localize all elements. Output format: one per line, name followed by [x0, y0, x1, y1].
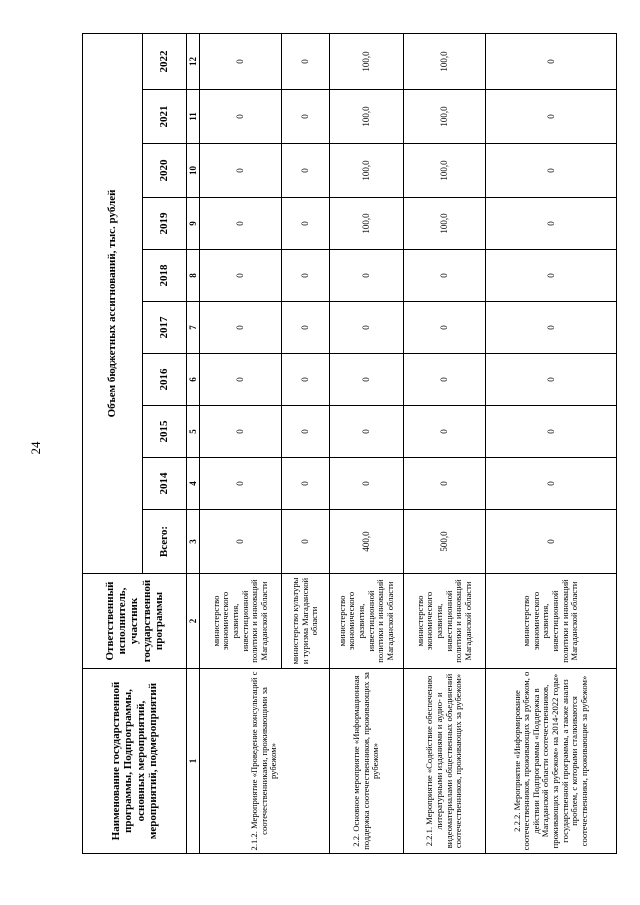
value-cell: 0	[486, 198, 617, 250]
value-cell: 100,0	[330, 198, 404, 250]
table-row	[330, 33, 404, 853]
column-number: 6	[187, 354, 200, 406]
value-cell: 100,0	[404, 90, 486, 144]
value-cell: 0	[486, 33, 617, 89]
value-cell: 0	[486, 406, 617, 458]
header-year: 2017	[143, 302, 187, 354]
value-cell: 0	[404, 458, 486, 510]
value-cell: 100,0	[404, 33, 486, 89]
value-cell: 0	[282, 144, 330, 198]
table-row	[486, 33, 617, 853]
value-cell: 0	[404, 354, 486, 406]
table-row	[200, 33, 282, 853]
value-cell: 0	[486, 510, 617, 574]
value-cell: 500,0	[404, 510, 486, 574]
header-year: 2020	[143, 144, 187, 198]
rotated-table-container	[82, 34, 617, 854]
value-cell: 0	[200, 354, 282, 406]
value-cell: 0	[282, 33, 330, 89]
value-cell: 0	[282, 90, 330, 144]
responsible-org: министерство экономического развития, инвестиционной политики и инноваций Магаданской области	[200, 574, 282, 669]
activity-name: 2.2.2. Мероприятие «Информирование соотечественников, проживающих за рубежом, о действии Подпрограммы «Поддержка в Магаданской области соотечественников, проживающих за рубежом» на 2014-2022 годы» государственной программы, а также анализ проблем, с которыми сталкиваются соотечественники, проживающие за рубежом»	[486, 669, 617, 854]
header-budget: Объем бюджетных ассигнований, тыс. рублей	[83, 33, 143, 573]
value-cell: 100,0	[330, 33, 404, 89]
responsible-org: министерство экономического развития, инвестиционной политики и инноваций Магаданской области	[486, 574, 617, 669]
value-cell: 0	[282, 510, 330, 574]
page-number: 24	[28, 441, 43, 455]
value-cell: 0	[200, 90, 282, 144]
responsible-org: министерство культуры и туризма Магаданской области	[282, 574, 330, 669]
column-number: 7	[187, 302, 200, 354]
budget-table	[82, 33, 617, 854]
value-cell: 0	[330, 354, 404, 406]
value-cell: 0	[486, 458, 617, 510]
value-cell: 0	[404, 302, 486, 354]
value-cell: 400,0	[330, 510, 404, 574]
value-cell: 0	[486, 90, 617, 144]
value-cell: 0	[200, 250, 282, 302]
header-year: 2021	[143, 90, 187, 144]
column-number: 5	[187, 406, 200, 458]
header-year: 2019	[143, 198, 187, 250]
value-cell: 0	[282, 406, 330, 458]
value-cell: 0	[200, 510, 282, 574]
column-number: 2	[187, 574, 200, 669]
value-cell: 0	[404, 406, 486, 458]
value-cell: 0	[200, 458, 282, 510]
responsible-org: министерство экономического развития, инвестиционной политики и инноваций Магаданской области	[330, 574, 404, 669]
header-year: 2015	[143, 406, 187, 458]
column-number: 10	[187, 144, 200, 198]
value-cell: 0	[486, 354, 617, 406]
value-cell: 0	[200, 33, 282, 89]
value-cell: 0	[200, 406, 282, 458]
column-number: 9	[187, 198, 200, 250]
header-year: 2018	[143, 250, 187, 302]
value-cell: 100,0	[404, 144, 486, 198]
value-cell: 0	[282, 198, 330, 250]
column-number: 1	[187, 669, 200, 854]
value-cell: 100,0	[330, 90, 404, 144]
activity-name: 2.2. Основное мероприятие «Информационная поддержка соотечественников, проживающих за рубежом»	[330, 669, 404, 854]
activity-name: 2.2.1. Мероприятие «Содействие обеспечению литературными изданиями и аудио- и видеоматериалами общественных объединений соотечественников, проживающих за рубежом»	[404, 669, 486, 854]
column-number: 3	[187, 510, 200, 574]
value-cell: 0	[330, 406, 404, 458]
value-cell: 0	[282, 250, 330, 302]
value-cell: 0	[330, 250, 404, 302]
column-number: 12	[187, 33, 200, 89]
value-cell: 0	[200, 198, 282, 250]
header-name: Наименование государственной программы, Подпрограммы, основных мероприятий, мероприятий, подмероприятий	[83, 669, 187, 854]
header-year: 2014	[143, 458, 187, 510]
header-year: 2016	[143, 354, 187, 406]
column-number: 4	[187, 458, 200, 510]
value-cell: 0	[282, 354, 330, 406]
header-total: Всего:	[143, 510, 187, 574]
value-cell: 0	[282, 302, 330, 354]
value-cell: 0	[486, 144, 617, 198]
table-row	[404, 33, 486, 853]
value-cell: 0	[330, 302, 404, 354]
header-year: 2022	[143, 33, 187, 89]
value-cell: 100,0	[330, 144, 404, 198]
value-cell: 0	[330, 458, 404, 510]
header-responsible: Ответственный исполнитель, участник государственной программы	[83, 574, 187, 669]
value-cell: 0	[486, 302, 617, 354]
value-cell: 0	[200, 144, 282, 198]
value-cell: 100,0	[404, 198, 486, 250]
value-cell: 0	[200, 302, 282, 354]
column-number: 8	[187, 250, 200, 302]
value-cell: 0	[404, 250, 486, 302]
column-number: 11	[187, 90, 200, 144]
value-cell: 0	[282, 458, 330, 510]
value-cell: 0	[486, 250, 617, 302]
responsible-org: министерство экономического развития, инвестиционной политики и инноваций Магаданской области	[404, 574, 486, 669]
activity-name: 2.1.2. Мероприятие «Проведение консультаций с соотечественниками, проживающими за рубежом»	[200, 669, 330, 854]
